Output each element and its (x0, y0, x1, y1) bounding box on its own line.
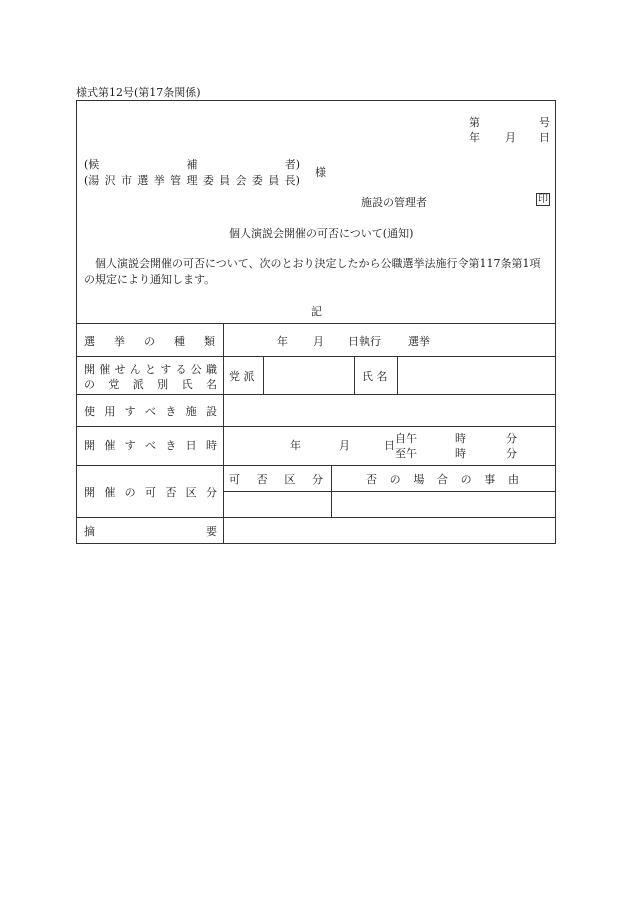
ki-marker: 記 (311, 305, 322, 318)
datetime-label: 開 催 す べ き 日 時 (84, 439, 217, 452)
seal-stamp-box: 印 (538, 194, 548, 205)
speaker-label-line2: の 党 派 別 氏 名 (84, 378, 217, 391)
party-label-divider (263, 356, 264, 394)
form-number-label: 様式第12号(第17条関係) (76, 86, 201, 99)
party-label: 党 派 (229, 370, 255, 383)
name-label: 氏 名 (362, 370, 388, 383)
number-prefix: 第 (469, 116, 480, 129)
approval-category-header: 可 否 区 分 (229, 473, 323, 486)
date-month: 月 (505, 131, 516, 144)
time-to-minute: 分 (506, 447, 517, 460)
addressee-committee-chair: (湯 沢 市 選 挙 管 理 委 員 会 委 員 長) (84, 174, 300, 187)
time-to-label: 至午 (395, 447, 417, 460)
datetime-day: 日 (384, 439, 395, 452)
row-divider-5 (77, 465, 555, 466)
time-from-minute: 分 (506, 432, 517, 445)
denial-reason-header: 否 の 場 合 の 事 由 (366, 473, 519, 486)
notice-title: 個人演説会開催の可否について(通知) (229, 227, 414, 240)
name-label-divider (397, 356, 398, 394)
notice-body: 個人演説会開催の可否について、次のとおり決定したから公職選挙法施行令第117条第1項の規定により通知します。 (84, 257, 541, 286)
time-to-hour: 時 (455, 447, 466, 460)
approval-column-divider (331, 465, 332, 517)
approval-label: 開 催 の 可 否 区 分 (84, 486, 217, 499)
date-day: 日 (539, 131, 550, 144)
label-column-divider (223, 323, 224, 544)
honorific: 様 (315, 166, 326, 179)
datetime-year: 年 (290, 439, 301, 452)
datetime-month: 月 (339, 439, 350, 452)
election-year: 年 (277, 335, 288, 348)
summary-label: 摘 要 (84, 525, 217, 538)
time-from-hour: 時 (455, 432, 466, 445)
approval-sub-divider (223, 491, 555, 492)
row-divider-4 (77, 426, 555, 427)
party-value-divider (354, 356, 355, 394)
election-day-exec: 日執行 (348, 335, 381, 348)
facility-manager-label: 施設の管理者 (361, 196, 427, 209)
election-word: 選挙 (408, 335, 430, 348)
addressee-candidate: (候 補 者) (84, 158, 300, 171)
row-divider-1 (77, 323, 555, 324)
speaker-label-line1: 開 催 せ ん と す る 公 職 (84, 363, 217, 376)
row-divider-3 (77, 394, 555, 395)
date-year: 年 (469, 131, 480, 144)
number-suffix: 号 (539, 116, 550, 129)
row-divider-2 (77, 356, 555, 357)
election-month: 月 (313, 335, 324, 348)
row-divider-6 (77, 517, 555, 518)
time-from-label: 自午 (395, 432, 417, 445)
election-type-label: 選 挙 の 種 類 (84, 335, 215, 348)
facility-label: 使 用 す べ き 施 設 (84, 405, 217, 418)
